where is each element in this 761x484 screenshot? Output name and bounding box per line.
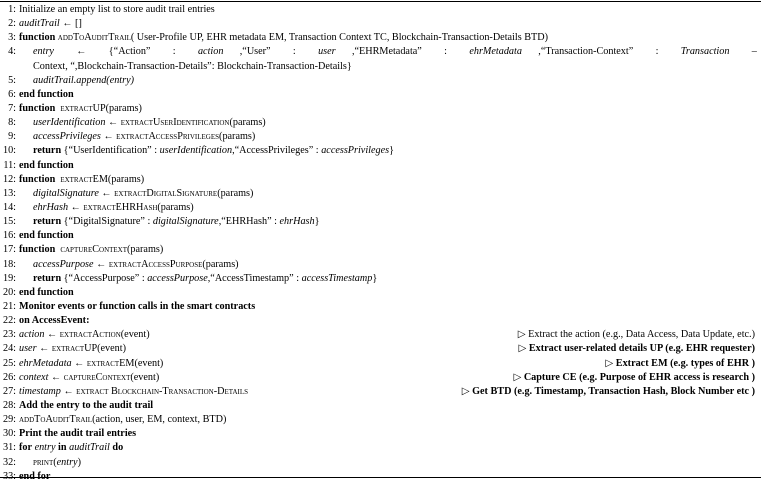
line-number: 9:	[8, 131, 16, 143]
variable: ehrMetadata	[19, 357, 72, 369]
function-name: extractUserIdentification	[120, 117, 230, 129]
line-number: 32:	[2, 456, 16, 468]
line-number: 13:	[2, 187, 16, 199]
comment: ▷ Get BTD (e.g. Timestamp, Transaction Hash, Block Number etc )	[461, 385, 755, 397]
algo-line-22	[0, 314, 761, 328]
arrow: ←	[48, 371, 64, 383]
algo-line-6	[0, 88, 761, 102]
token: {“Action”	[108, 46, 151, 58]
line-text: }	[389, 145, 394, 157]
keyword: do	[109, 442, 124, 454]
line-text: auditTrail.append(entry)	[33, 74, 135, 86]
variable: digitalSignature	[33, 187, 99, 199]
token: –	[751, 46, 757, 58]
algo-line-8	[0, 116, 761, 130]
algo-line-26	[0, 371, 761, 385]
line-text: Context, “,Blockchain-Transaction-Details”: Blockchain-Transaction-Details}	[33, 60, 352, 72]
line-number: 22:	[2, 315, 16, 327]
top-rule	[0, 1, 761, 2]
line-text: end function	[19, 286, 74, 298]
line-text: (params)	[219, 131, 256, 143]
algo-line-18	[0, 258, 761, 272]
algo-line-10	[0, 144, 761, 158]
variable: user	[19, 343, 37, 355]
variable: accessPrivileges	[33, 131, 101, 143]
token: ,“EHRMetadata”	[351, 46, 422, 58]
algo-line-12	[0, 173, 761, 187]
line-number: 26:	[2, 371, 16, 383]
variable: auditTrail	[19, 18, 60, 30]
comment: ▷ Extract the action (e.g., Data Access, Data Update, etc.)	[517, 329, 755, 341]
line-number: 30:	[2, 428, 16, 440]
arrow: ←	[100, 131, 117, 143]
function-name: extractAccessPrivileges	[116, 131, 220, 143]
line-text: (event)	[130, 371, 160, 383]
function-name: extractEHRHash	[83, 201, 158, 213]
variable: accessPrivileges	[321, 145, 390, 157]
line-text: }	[314, 216, 320, 228]
algo-line-32	[0, 456, 761, 470]
algo-line-5	[0, 74, 761, 88]
line-number: 21:	[2, 300, 16, 312]
keyword: for	[19, 442, 33, 454]
function-name: extractEM	[60, 173, 108, 185]
line-number: 28:	[2, 399, 16, 411]
line-text: }	[372, 272, 378, 284]
line-number: 7:	[8, 102, 16, 114]
algo-line-3	[0, 31, 761, 45]
comment: ▷ Extract user-related details UP (e.g. EHR requester)	[518, 343, 755, 355]
line-number: 20:	[2, 286, 16, 298]
variable: user	[318, 46, 336, 58]
variable: action	[19, 329, 45, 341]
line-text: ← []	[59, 18, 82, 30]
function-name: extractAction	[59, 329, 121, 341]
algo-line-1	[0, 3, 761, 17]
algo-line-30	[0, 427, 761, 441]
algo-line-11	[0, 159, 761, 173]
line-text: Add the entry to the audit trail	[19, 399, 154, 411]
variable: userIdentification	[159, 145, 233, 157]
line-number: 16:	[2, 230, 16, 242]
line-number: 27:	[2, 385, 16, 397]
line-text: (params)	[229, 117, 266, 129]
line-text: ,“AccessTimestamp” :	[207, 272, 302, 284]
keyword: return	[33, 145, 62, 157]
token: ,“Transaction-Context”	[538, 46, 634, 58]
token: :	[444, 46, 447, 58]
algo-line-20	[0, 286, 761, 300]
line-text: (event)	[134, 357, 164, 369]
token: :	[172, 46, 176, 58]
line-text: (params)	[107, 173, 145, 185]
variable: accessTimestamp	[301, 272, 373, 284]
line-number: 8:	[8, 117, 16, 129]
variable: entry	[33, 46, 54, 58]
line-number: 23:	[2, 329, 16, 341]
algorithm-listing	[0, 3, 761, 484]
algo-line-19	[0, 272, 761, 286]
keyword: function	[19, 244, 56, 256]
line-text: {“AccessPurpose” :	[61, 272, 148, 284]
function-name: extractDigitalSignature	[114, 187, 218, 199]
line-number: 10:	[2, 145, 16, 157]
line-text: Monitor events or function calls in the smart contracts	[19, 300, 256, 312]
line-number: 18:	[2, 258, 16, 270]
line-text: (	[53, 456, 57, 468]
line-text: (params)	[105, 102, 142, 114]
arrow: ←	[44, 329, 60, 341]
line-text: {“UserIdentification” :	[61, 145, 160, 157]
line-number: 2:	[8, 18, 16, 30]
keyword: return	[33, 272, 62, 284]
algo-line-4	[0, 45, 761, 59]
line-text: (params)	[127, 244, 164, 256]
line-number: 19:	[2, 272, 16, 284]
variable: userIdentification	[33, 117, 106, 129]
variable: context	[19, 371, 49, 383]
algo-line-29	[0, 413, 761, 427]
arrow: ←	[68, 201, 84, 213]
variable: auditTrail	[69, 442, 110, 454]
algo-line-14	[0, 201, 761, 215]
algo-line-31	[0, 441, 761, 455]
line-number: 11:	[3, 159, 16, 171]
variable: accessPurpose	[33, 258, 94, 270]
keyword: function	[19, 173, 56, 185]
variable: entry	[34, 442, 56, 454]
line-text: end function	[19, 230, 74, 242]
line-number: 17:	[2, 244, 16, 256]
comment: ▷ Capture CE (e.g. Purpose of EHR access is research )	[513, 371, 755, 383]
arrow: ←	[98, 187, 115, 199]
variable: ehrHash	[33, 201, 69, 213]
line-number: 4:	[8, 46, 16, 58]
line-number: 5:	[8, 74, 16, 86]
variable: entry	[56, 456, 78, 468]
arrow: ←	[36, 343, 52, 355]
arrow: ←	[60, 385, 77, 397]
line-text: (event)	[97, 343, 126, 355]
function-name: addToAuditTrail	[57, 32, 131, 44]
variable: ehrMetadata	[469, 46, 522, 58]
algo-line-2	[0, 17, 761, 31]
line-text: {“DigitalSignature” :	[61, 216, 153, 228]
keyword: function	[19, 32, 56, 44]
token: :	[292, 46, 296, 58]
line-number: 6:	[8, 88, 16, 100]
token: ,“User”	[239, 46, 271, 58]
line-text: end function	[19, 159, 74, 171]
line-number: 1:	[8, 4, 16, 15]
line-number: 31:	[2, 442, 16, 454]
variable: Transaction	[680, 46, 730, 58]
line-text: ,“AccessPrivileges” :	[232, 145, 322, 157]
variable: timestamp	[19, 385, 61, 397]
line-text: (event)	[120, 329, 150, 341]
arrow: ←	[76, 46, 87, 58]
algo-line-28	[0, 399, 761, 413]
line-text: on AccessEvent:	[19, 315, 90, 327]
algo-line-24	[0, 342, 761, 356]
line-text: )	[77, 456, 81, 468]
variable: accessPurpose	[147, 272, 208, 284]
function-name: extractAccessPurpose	[108, 258, 203, 270]
line-text: (params)	[217, 187, 254, 199]
function-name: captureContext	[60, 244, 128, 256]
line-text: (action, user, EM, context, BTD)	[92, 414, 227, 426]
line-text: ,“EHRHash” :	[218, 216, 280, 228]
algo-line-16	[0, 229, 761, 243]
function-name: extractUP	[51, 343, 98, 355]
algo-line-7	[0, 102, 761, 116]
arrow: ←	[93, 258, 109, 270]
variable: ehrHash	[279, 216, 315, 228]
line-number: 15:	[2, 216, 16, 228]
line-text: ( User-Profile UP, EHR metadata EM, Transaction Context TC, Blockchain-Transaction-Details BTD)	[130, 32, 548, 44]
keyword: in	[55, 442, 70, 454]
token: :	[655, 46, 659, 58]
line-text: end function	[19, 88, 74, 100]
function-name: extract Blockchain-Transaction-Details	[76, 385, 249, 397]
keyword: function	[19, 102, 56, 114]
line-text: Print the audit trail entries	[19, 428, 137, 440]
function-name: print	[33, 456, 54, 468]
line-number: 12:	[2, 173, 16, 185]
function-name: captureContext	[63, 371, 131, 383]
line-number: 14:	[2, 201, 16, 213]
algo-line-17	[0, 243, 761, 257]
line-number: 24:	[2, 343, 16, 355]
arrow: ←	[105, 117, 121, 129]
algo-line-25	[0, 357, 761, 371]
algo-line-21	[0, 300, 761, 314]
comment: ▷ Extract EM (e.g. types of EHR )	[605, 357, 755, 369]
algo-line-4-continued	[0, 60, 761, 74]
line-number: 3:	[8, 32, 16, 44]
line-number: 29:	[2, 414, 16, 426]
variable: action	[197, 46, 224, 58]
algo-line-27	[0, 385, 761, 399]
algo-line-23	[0, 328, 761, 342]
line-text: Initialize an empty list to store audit trail entries	[19, 4, 215, 15]
line-text: (params)	[157, 201, 194, 213]
bottom-rule	[0, 477, 761, 478]
variable: digitalSignature	[152, 216, 219, 228]
function-name: addToAuditTrail	[19, 414, 93, 426]
algo-line-15	[0, 215, 761, 229]
line-number: 25:	[2, 357, 16, 369]
keyword: return	[33, 216, 62, 228]
line-text: (params)	[202, 258, 239, 270]
function-name: extractUP	[60, 102, 106, 114]
arrow: ←	[71, 357, 87, 369]
function-name: extractEM	[86, 357, 135, 369]
algo-line-9	[0, 130, 761, 144]
algo-line-13	[0, 187, 761, 201]
